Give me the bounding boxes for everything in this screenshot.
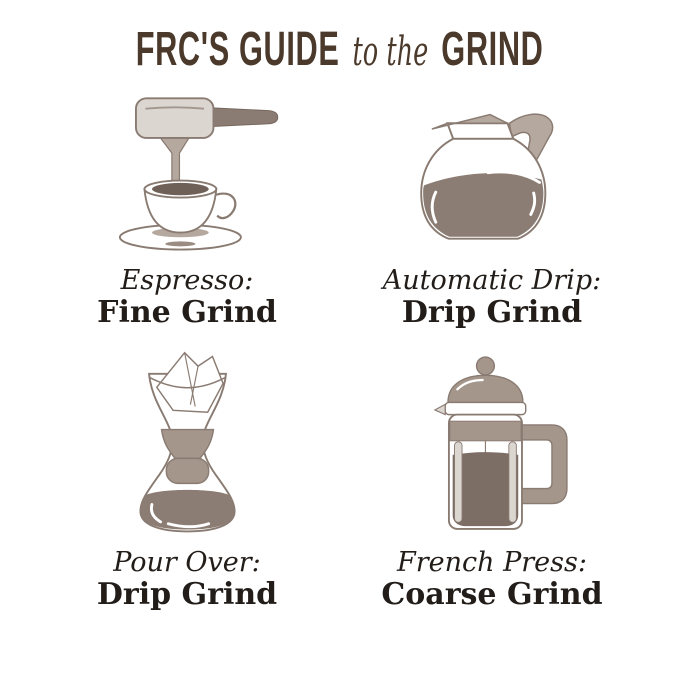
coffee-carafe-icon [395, 100, 589, 260]
card-espresso [35, 82, 340, 330]
carafe-neck [432, 115, 513, 139]
method-label: French Press: [397, 546, 587, 578]
grind-label: Drip Grind [96, 577, 278, 613]
page-title [0, 24, 679, 76]
title-lead: FRC'S GUIDE [135, 23, 340, 76]
card-automatic-drip [340, 82, 645, 330]
carafe-icon-box [395, 82, 589, 260]
carafe-body [421, 139, 545, 239]
grind-label: Fine Grind [97, 295, 277, 331]
title-tail: GRIND [441, 23, 544, 76]
title-script: to the [352, 29, 429, 75]
card-pour-over [35, 344, 340, 612]
chemex-icon-box [90, 344, 285, 542]
espresso-cup [144, 181, 235, 233]
espresso-icon-box [83, 82, 291, 260]
beaker-body [449, 414, 522, 528]
portafilter [136, 98, 278, 138]
french-press-icon-box [397, 344, 587, 542]
french-press-icon [397, 350, 587, 542]
methods-grid [35, 82, 645, 612]
brewed-coffee [140, 490, 234, 530]
card-french-press [340, 344, 645, 612]
method-label: Automatic Drip: [382, 265, 602, 296]
pour-over-labels [97, 548, 277, 612]
grind-label: Drip Grind [401, 295, 583, 331]
method-label: Pour Over: [113, 546, 261, 578]
espresso-portafilter-cup-icon [83, 85, 291, 260]
espresso-labels [97, 266, 277, 330]
plunger-knob [477, 357, 495, 375]
french-press-labels [381, 548, 602, 612]
method-label: Espresso: [120, 265, 254, 296]
pour-over-chemex-icon [90, 345, 285, 542]
lid [435, 375, 526, 414]
grind-label: Coarse Grind [381, 577, 603, 613]
handle [522, 425, 567, 504]
automatic-drip-labels [383, 266, 601, 330]
